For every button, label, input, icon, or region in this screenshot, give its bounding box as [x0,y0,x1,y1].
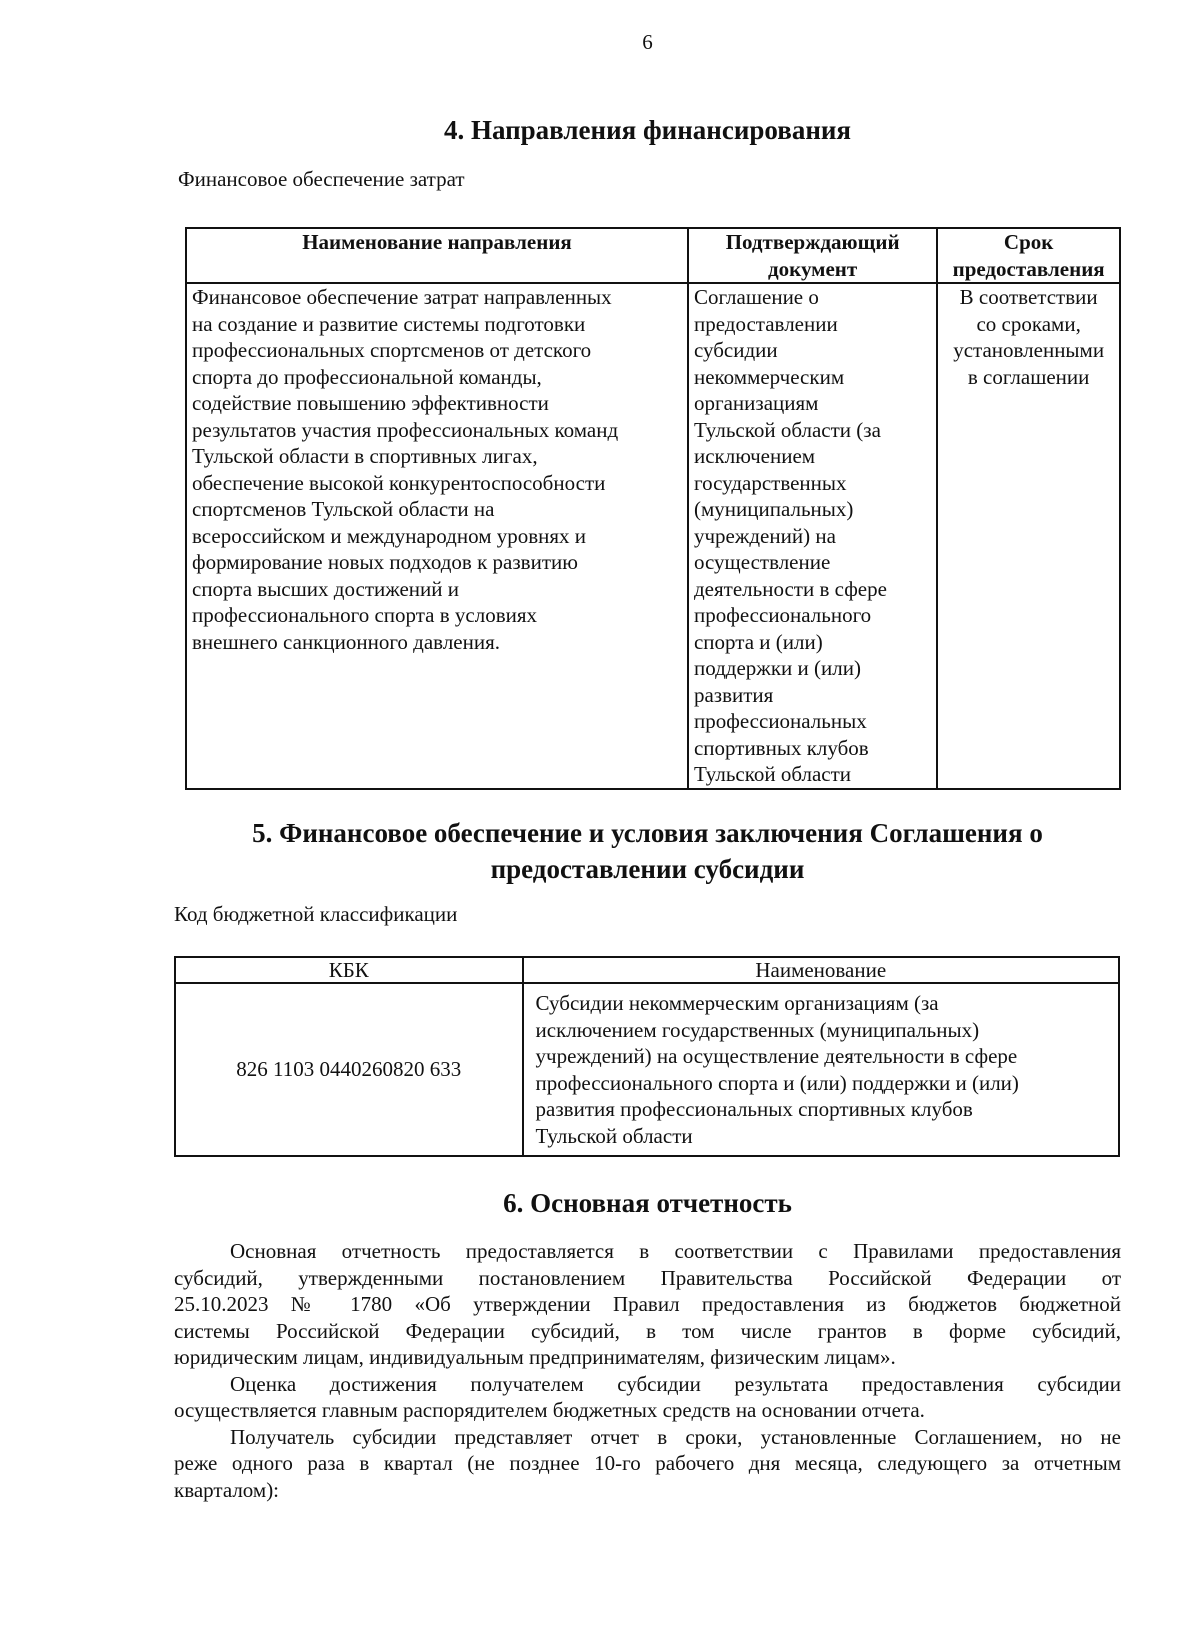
text-line: установленными [953,338,1105,362]
text-line: учреждений) на осуществление деятельности в сфере [535,1044,1018,1068]
text-line: субсидии [693,338,778,362]
section4-label: Финансовое обеспечение затрат [178,167,465,191]
text-line: Тульской области [693,762,852,786]
text-line: результатов участия профессиональных команд [192,417,619,442]
text-line: Основная отчетность предоставляется в соответствии с Правилами предоставления [230,1239,1121,1263]
table-header-row [175,957,1119,983]
budget-classification-table [174,956,1120,1157]
header-confirming-document: Подтверждающий документ [688,228,937,283]
text-line: спортсменов Тульской области на [192,497,495,521]
paragraph-report-deadline [174,1424,1121,1504]
text-line: спорта до профессиональной команды, [192,364,542,389]
paragraph-evaluation [174,1371,1121,1424]
kbk-name [523,983,1119,1156]
text-line: исключением [693,444,816,468]
text-line: В соответствии [959,285,1098,309]
header-kbk: КБК [175,957,523,983]
paragraph-reporting-rules [174,1238,1121,1371]
kbk-name-text [536,990,1106,1149]
confirming-document-text [694,284,931,788]
text-line: спорта высших достижений и [192,576,459,601]
text-line: кварталом): [174,1477,280,1502]
text-line: осуществление [693,550,831,574]
text-line: на создание и развитие системы подготовки [192,311,586,336]
section5-label: Код бюджетной классификации [174,902,458,926]
text-line: субсидий, утвержденными постановлением Правительства Российской Федерации от [174,1265,1121,1290]
funding-directions-table [185,227,1121,790]
section5-title-line1: 5. Финансовое обеспечение и условия заключения Соглашения о [252,818,1043,848]
text-line: профессионального спорта и (или) поддержки и (или) [535,1070,1019,1095]
text-line: учреждений) на [693,523,836,548]
text-line: профессиональных [693,709,867,733]
header-provision-term: Срок предоставления [937,228,1120,283]
text-line: юридическим лицам, индивидуальным предпринимателям, физическим лицам». [174,1345,896,1369]
header-name: Наименование [523,957,1119,983]
text-line: формирование новых подходов к развитию [192,550,578,574]
confirming-document [688,283,937,789]
text-line: предоставлении [693,311,838,336]
text-line: профессиональных спортсменов от детского [192,338,592,362]
provision-term [937,283,1120,789]
section6-title: 6. Основная отчетность [503,1188,792,1218]
text-line: Получатель субсидии представляет отчет в сроки, установленные Соглашением, но не [230,1424,1121,1449]
table-header-row [186,228,1120,283]
text-line: (муниципальных) [693,497,854,521]
text-line: развития профессиональных спортивных клубов [535,1097,973,1121]
section4-title: 4. Направления финансирования [443,115,852,145]
page-number: 6 [642,30,653,54]
text-line: системы Российской Федерации субсидий, в том числе грантов в форме субсидий, [174,1318,1121,1343]
section5-title-line2: предоставлении субсидии [490,854,805,884]
text-line: спортивных клубов [693,735,869,760]
provision-term-text [943,284,1114,390]
text-line: Тульской области (за [693,417,881,442]
text-line: поддержки и (или) [693,656,861,680]
text-line: со сроками, [976,311,1081,336]
text-line: развития [693,682,774,707]
table-row [186,283,1120,789]
text-line: деятельности в сфере [693,576,887,601]
text-line: исключением государственных (муниципальных) [535,1017,980,1042]
text-line: Оценка достижения получателем субсидии результата предоставления субсидии [230,1371,1121,1396]
text-line: реже одного раза в квартал (не позднее 10-го рабочего дня месяца, следующего за отчетным [174,1451,1121,1475]
text-line: внешнего санкционного давления. [192,629,501,654]
text-line: профессионального спорта в условиях [192,603,538,627]
text-line: Соглашение о [693,285,819,309]
text-line: 25.10.2023 № 1780 «Об утверждении Правил предоставления из бюджетов бюджетной [174,1292,1121,1316]
text-line: обеспечение высокой конкурентоспособности [192,470,606,495]
kbk-code: 826 1103 0440260820 633 [175,983,523,1156]
text-line: спорта и (или) [693,629,823,654]
direction-description-text [192,284,682,655]
text-line: осуществляется главным распорядителем бюджетных средств на основании отчета. [174,1398,925,1422]
reporting-text [174,1238,1121,1503]
text-line: Тульской области в спортивных лигах, [192,444,538,468]
text-line: в соглашении [967,364,1090,389]
text-line: содействие повышению эффективности [192,391,549,415]
text-line: некоммерческим [693,364,845,389]
table-row [175,983,1119,1156]
header-direction-name: Наименование направления [186,228,688,283]
text-line: Тульской области [535,1123,693,1148]
text-line: Субсидии некоммерческим организациям (за [535,991,939,1015]
direction-description [186,283,688,789]
text-line: Финансовое обеспечение затрат направленных [192,285,612,309]
text-line: профессионального [693,603,872,627]
text-line: государственных [693,470,847,495]
text-line: организациям [693,391,819,415]
text-line: всероссийском и международном уровнях и [192,523,587,548]
